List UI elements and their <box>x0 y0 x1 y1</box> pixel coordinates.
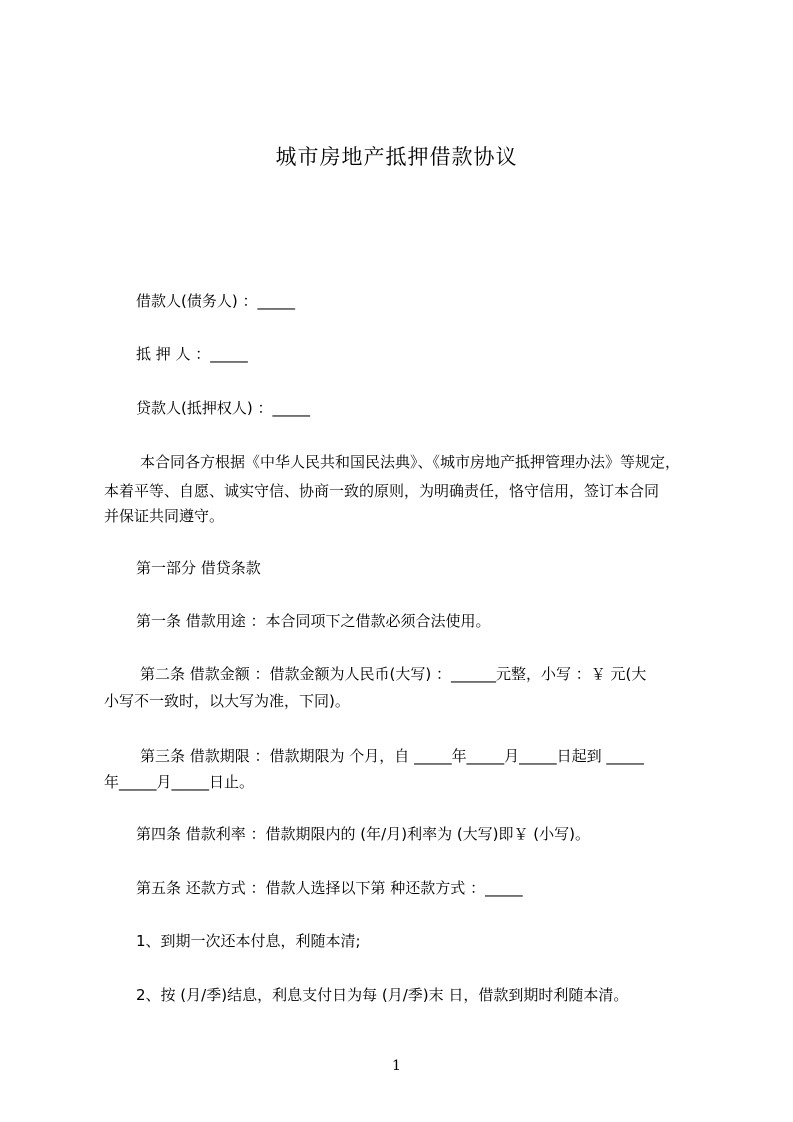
repayment-option-2: 2、按 (月/季)结息，利息支付日为每 (月/季)末 日，借款到期时利随本清。 <box>136 986 629 1004</box>
document-title: 城市房地产抵押借款协议 <box>275 145 518 169</box>
mortgagor-line: 抵 押 人 ：_____ <box>136 345 248 363</box>
preamble-line-1: 本合同各方根据《中华人民共和国民法典》、《城市房地产抵押管理办法》等规定， <box>140 453 681 471</box>
borrower-line: 借款人(债务人) ：_____ <box>136 292 295 310</box>
preamble-line-2: 本着平等、自愿、诚实守信、协商一致的原则，为明确责任，恪守信用，签订本合同 <box>104 482 660 500</box>
article-2-line-1: 第二条 借款金额 ：借款金额为人民币(大写) ：______元整，小写 ：￥ 元(大 <box>140 665 647 683</box>
page-number: 1 <box>392 1058 401 1074</box>
article-2-line-2: 小写不一致时，以大写为准，下同)。 <box>104 692 350 710</box>
article-5: 第五条 还款方式 ：借款人选择以下第 种还款方式 ：_____ <box>136 879 523 897</box>
repayment-option-1: 1、到期一次还本付息，利随本清; <box>136 932 361 950</box>
article-1: 第一条 借款用途 ：本合同项下之借款必须合法使用。 <box>136 612 491 630</box>
part-one-heading: 第一部分 借贷条款 <box>136 559 261 577</box>
lender-line: 贷款人(抵押权人) ：_____ <box>136 399 310 417</box>
preamble-line-3: 并保证共同遵守。 <box>104 507 225 525</box>
article-3-line-2: 年_____月_____日止。 <box>104 773 255 791</box>
article-4: 第四条 借款利率 ：借款期限内的 (年/月)利率为 (大写)即￥ (小写)。 <box>136 825 591 843</box>
article-3-line-1: 第三条 借款期限 ：借款期限为 个月，自 _____年_____月_____日起到 _____ <box>140 747 644 765</box>
